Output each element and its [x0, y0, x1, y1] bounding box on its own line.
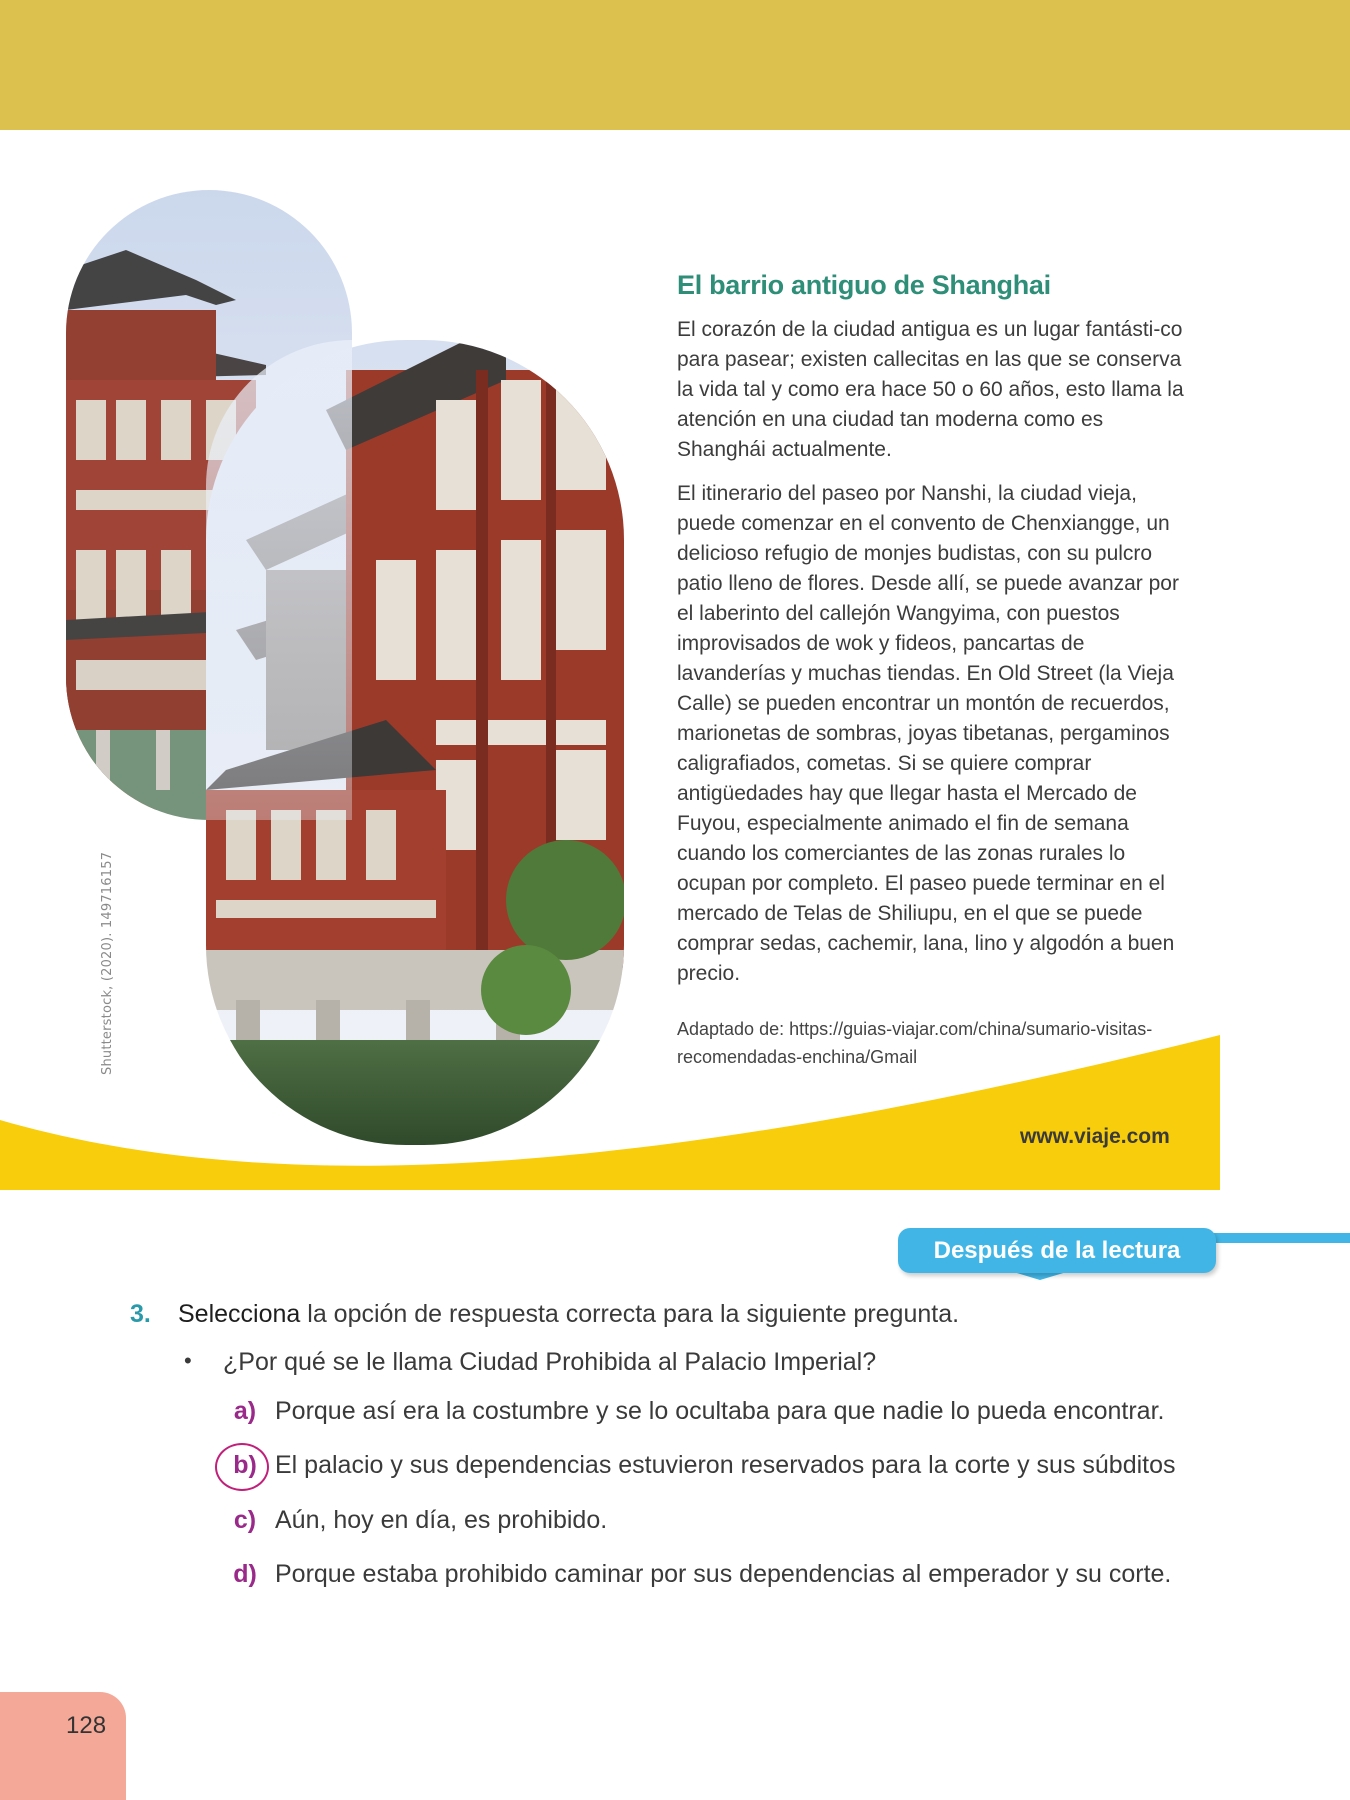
- website-label: www.viaje.com: [1020, 1125, 1170, 1148]
- question-prompt: ¿Por qué se le llama Ciudad Prohibida al Palacio Imperial?: [223, 1348, 877, 1376]
- page-number: 128: [66, 1712, 107, 1739]
- option-text: El palacio y sus dependencias estuvieron reservados para la corte y sus súbditos: [275, 1451, 1176, 1479]
- instruction-verb: Selecciona: [178, 1300, 301, 1328]
- article-paragraph-1: El corazón de la ciudad antigua es un lugar fantásti-co para pasear; existen callecitas en las que se conserva la vida tal y como era hace 50 o 60 años, esto llama la atención en una ciudad tan moderna como es Shanghái actualmente.: [677, 318, 1184, 461]
- article-paragraph-2: El itinerario del paseo por Nanshi, la ciudad vieja, puede comenzar en el convento de Chenxiangge, un delicioso refugio de monjes budistas, con su pulcro patio lleno de flores. Desde allí, se puede avanzar por el laberinto del callejón Wangyima, con puestos improvisados de wok y fideos, pancartas de lavanderías y muchas tiendas. En Old Street (la Vieja Calle) se pueden encontrar un montón de recuerdos, marionetas de sombras, joyas tibetanas, pergaminos caligrafiados, cometas. Si se quiere comprar antigüedades hay que llegar hasta el Mercado de Fuyou, especialmente animado el fin de semana cuando los comerciantes de las zonas rurales lo ocupan por completo. El paseo puede terminar en el mercado de Telas de Shiliupu, en el que se puede comprar sedas, cachemir, lana, lino y algodón a buen precio.: [677, 482, 1179, 985]
- option-text: Porque así era la costumbre y se lo ocultaba para que nadie lo pueda encontrar.: [275, 1397, 1165, 1425]
- photo-credit: Shutterstock, (2020). 149716157: [100, 851, 115, 1075]
- instruction-rest: la opción de respuesta correcta para la siguiente pregunta.: [300, 1300, 960, 1328]
- bullet-icon: •: [184, 1348, 192, 1373]
- question-instruction: [178, 1300, 959, 1329]
- option-letter: b): [233, 1451, 257, 1479]
- option-letter: a): [233, 1397, 257, 1425]
- article: [677, 270, 1197, 1003]
- option-text: Aún, hoy en día, es prohibido.: [275, 1506, 608, 1534]
- question-number: 3.: [130, 1300, 151, 1328]
- article-source: Adaptado de: https://guias-viajar.com/china/sumario-visitas-recomendadas-enchina/Gmail: [677, 1019, 1153, 1067]
- pagoda-photo-front: [206, 340, 624, 1145]
- header-band: [0, 0, 1350, 130]
- section-tab-after-reading: Después de la lectura: [898, 1228, 1216, 1273]
- article-title: El barrio antiguo de Shanghai: [677, 270, 1051, 300]
- option-text: Porque estaba prohibido caminar por sus dependencias al emperador y su corte.: [275, 1560, 1172, 1588]
- option-letter: d): [233, 1560, 257, 1588]
- option-letter: c): [233, 1506, 257, 1534]
- page-number-tab: [0, 1692, 126, 1800]
